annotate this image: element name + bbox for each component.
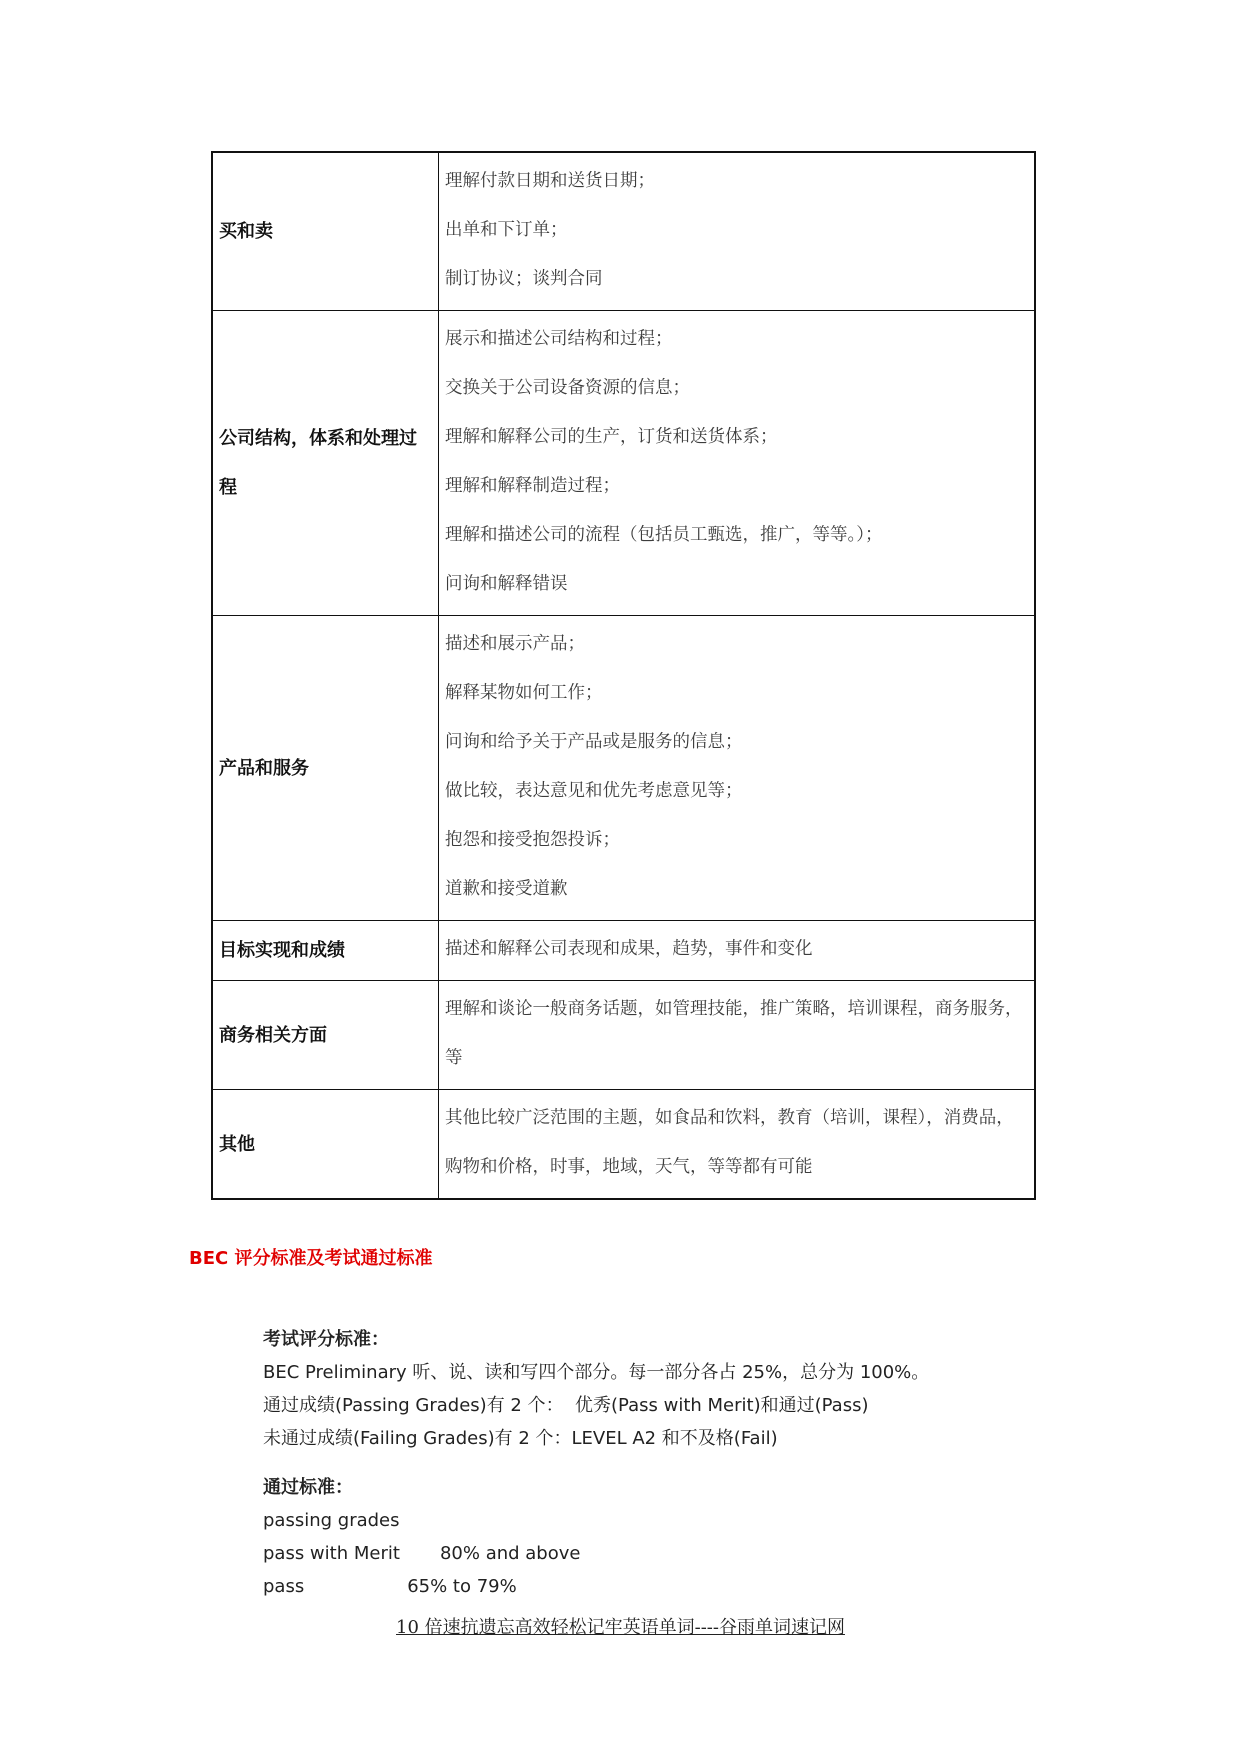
- items-cell: [439, 616, 1036, 921]
- passing-line: pass with Merit 80% and above: [263, 1543, 581, 1564]
- category-cell: 公司结构，体系和处理过程: [212, 311, 439, 616]
- scoring-line: 通过成绩(Passing Grades)有 2 个： 优秀(Pass with Merit)和通过(Pass): [263, 1395, 869, 1416]
- list-item: 理解和解释公司的生产，订货和送货体系；: [445, 427, 778, 447]
- items-cell: [439, 921, 1036, 981]
- list-item: 理解和解释制造过程；: [445, 476, 620, 496]
- category-cell: 其他: [212, 1090, 439, 1200]
- footer-link[interactable]: 10 倍速抗遗忘高效轻松记牢英语单词----谷雨单词速记网: [396, 1617, 845, 1638]
- list-item: 理解和描述公司的流程（包括员工甄选，推广，等等。）；: [445, 525, 883, 545]
- scoring-heading: 考试评分标准：: [263, 1329, 389, 1350]
- list-item: 理解和谈论一般商务话题，如管理技能，推广策略，培训课程，商务服务，等: [445, 999, 1023, 1068]
- list-item: 问询和给予关于产品或是服务的信息；: [445, 732, 743, 752]
- items-cell: [439, 152, 1036, 311]
- table-row: [212, 981, 1035, 1090]
- items-cell: [439, 311, 1036, 616]
- scoring-block: [263, 1324, 1083, 1455]
- table-row: [212, 921, 1035, 981]
- list-item: 出单和下订单；: [445, 220, 568, 240]
- category-cell: 产品和服务: [212, 616, 439, 921]
- list-item: 制订协议；谈判合同: [445, 269, 603, 289]
- list-item: 其他比较广泛范围的主题，如食品和饮料，教育（培训，课程），消费品，购物和价格，时事，地域，天气，等等都有可能: [445, 1108, 1014, 1177]
- table-row: [212, 616, 1035, 921]
- category-cell: 商务相关方面: [212, 981, 439, 1090]
- passing-heading: 通过标准：: [263, 1477, 353, 1498]
- list-item: 问询和解释错误: [445, 574, 568, 594]
- list-item: 展示和描述公司结构和过程；: [445, 329, 673, 349]
- table-row: [212, 152, 1035, 311]
- scoring-line: BEC Preliminary 听、说、读和写四个部分。每一部分各占 25%，总分为 100%。: [263, 1362, 930, 1383]
- list-item: 描述和解释公司表现和成果，趋势，事件和变化: [445, 939, 813, 959]
- passing-line: passing grades: [263, 1510, 400, 1531]
- category-cell: 买和卖: [212, 152, 439, 311]
- scoring-line: 未通过成绩(Failing Grades)有 2 个：LEVEL A2 和不及格(Fail): [263, 1428, 778, 1449]
- section-title: BEC 评分标准及考试通过标准: [189, 1248, 433, 1269]
- list-item: 解释某物如何工作；: [445, 683, 603, 703]
- passing-block: [263, 1472, 1083, 1603]
- category-cell: 目标实现和成绩: [212, 921, 439, 981]
- list-item: 描述和展示产品；: [445, 634, 585, 654]
- passing-line: pass 65% to 79%: [263, 1576, 517, 1597]
- topics-table-body: [212, 152, 1035, 1199]
- items-cell: [439, 1090, 1036, 1200]
- topics-table: [211, 151, 1036, 1200]
- list-item: 道歉和接受道歉: [445, 879, 568, 899]
- table-row: [212, 311, 1035, 616]
- items-cell: [439, 981, 1036, 1090]
- list-item: 做比较，表达意见和优先考虑意见等；: [445, 781, 743, 801]
- table-row: [212, 1090, 1035, 1200]
- list-item: 理解付款日期和送货日期；: [445, 171, 655, 191]
- list-item: 抱怨和接受抱怨投诉；: [445, 830, 620, 850]
- list-item: 交换关于公司设备资源的信息；: [445, 378, 690, 398]
